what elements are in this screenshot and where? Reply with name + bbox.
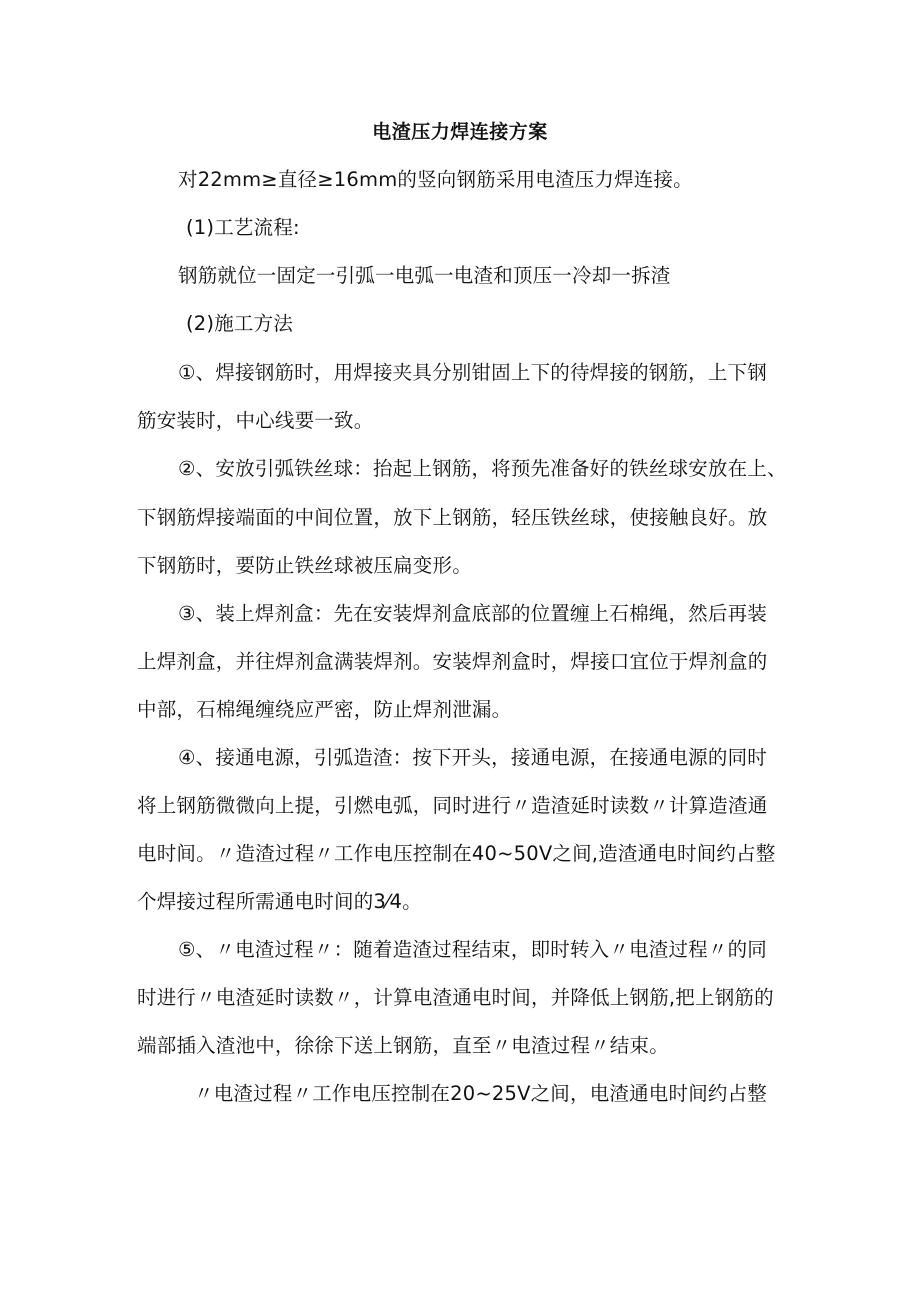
paragraph-line: 〃电渣过程〃工作电压控制在20~25V之间，电渣通电时间约占整 bbox=[194, 1082, 768, 1105]
paragraph-line: 时进行〃电渣延时读数〃，计算电渣通电时间，并降低上钢筋,把上钢筋的 bbox=[137, 986, 774, 1009]
heading-construction-method: (2)施工方法 bbox=[186, 312, 294, 335]
paragraph-process-steps: 钢筋就位一固定一引弧一电弧一电渣和顶压一冷却一拆渣 bbox=[178, 264, 671, 287]
paragraph-line: 端部插入渣池中，徐徐下送上钢筋，直至〃电渣过程〃结束。 bbox=[137, 1034, 669, 1057]
paragraph-line: 电时间。〃造渣过程〃工作电压控制在40~50V之间,造渣通电时间约占整 bbox=[137, 842, 776, 865]
paragraph-line: ③、装上焊剂盒：先在安装焊剂盒底部的位置缠上石棉绳，然后再装 bbox=[178, 602, 767, 625]
paragraph-intro: 对22mm≥直径≥16mm的竖向钢筋采用电渣压力焊连接。 bbox=[178, 168, 693, 191]
paragraph-line: ④、接通电源，引弧造渣：按下开头，接通电源，在接通电源的同时 bbox=[178, 746, 767, 769]
paragraph-line: ①、焊接钢筋时，用焊接夹具分别钳固上下的待焊接的钢筋，上下钢 bbox=[178, 361, 767, 384]
paragraph-line: ⑤、〃电渣过程〃：随着造渣过程结束，即时转入〃电渣过程〃的同 bbox=[178, 938, 767, 961]
paragraph-line: ②、安放引弧铁丝球：抬起上钢筋，将预先准备好的铁丝球安放在上、 bbox=[178, 457, 787, 480]
paragraph-line: 将上钢筋微微向上提，引燃电弧，同时进行〃造渣延时读数〃计算造渣通 bbox=[137, 794, 768, 817]
paragraph-line: 个焊接过程所需通电时间的3⁄4。 bbox=[137, 890, 422, 913]
paragraph-line: 下钢筋时，要防止铁丝球被压扁变形。 bbox=[137, 554, 472, 577]
heading-process-flow: (1)工艺流程: bbox=[186, 216, 300, 239]
paragraph-line: 上焊剂盒，并往焊剂盒满装焊剂。安装焊剂盒时，焊接口宜位于焊剂盒的 bbox=[137, 650, 768, 673]
paragraph-line: 下钢筋焊接端面的中间位置，放下上钢筋，轻压铁丝球，使接触良好。放 bbox=[137, 506, 768, 529]
paragraph-line: 中部，石棉绳缠绕应严密，防止焊剂泄漏。 bbox=[137, 698, 512, 721]
document-title: 电渣压力焊连接方案 bbox=[372, 121, 548, 143]
paragraph-line: 筋安装时，中心线要一致。 bbox=[137, 409, 374, 432]
